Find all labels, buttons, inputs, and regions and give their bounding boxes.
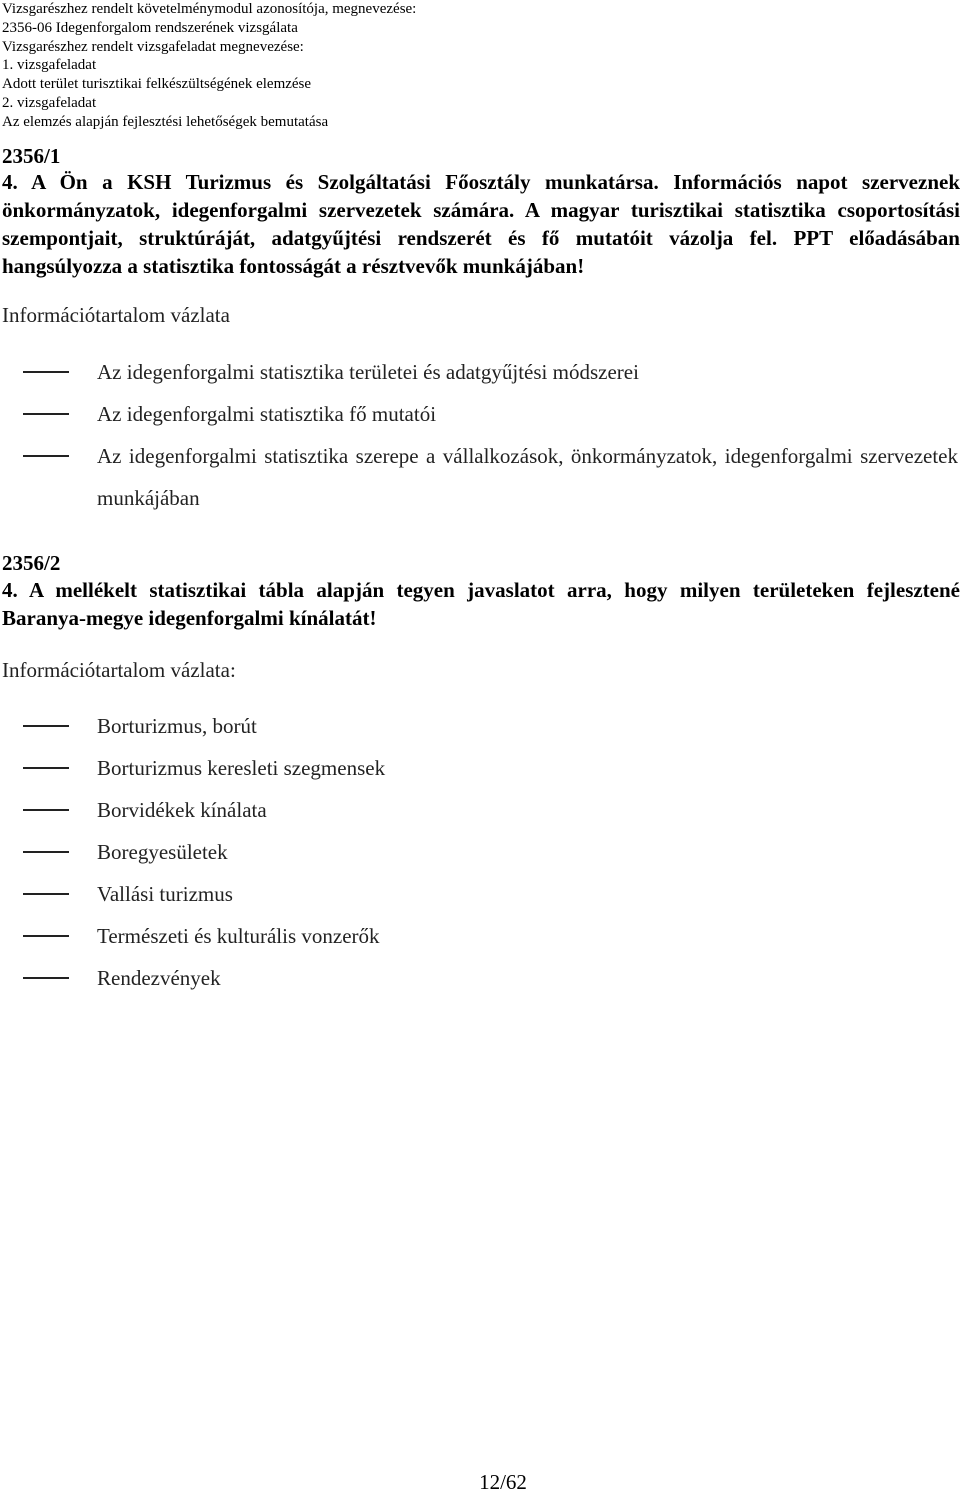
list-item-text: Boregyesületek: [97, 840, 228, 864]
list-item-text: Borvidékek kínálata: [97, 798, 267, 822]
dash-bullet-icon: [23, 935, 69, 937]
list-item: [0, 351, 960, 393]
list-item-text: Az idegenforgalmi statisztika területei és adatgyűjtési módszerei: [97, 360, 639, 384]
dash-bullet-icon: [23, 851, 69, 853]
list-item-text: Természeti és kulturális vonzerők: [97, 924, 380, 948]
header-line: Az elemzés alapján fejlesztési lehetőségek bemutatása: [2, 113, 329, 130]
list-item-text: Az idegenforgalmi statisztika szerepe a vállalkozások, önkormányzatok, idegenforgalmi szervezetek munkájában: [97, 444, 958, 510]
task2-outline-list: [0, 705, 960, 999]
list-item: [0, 915, 960, 957]
list-item: [0, 435, 960, 519]
list-item: [0, 789, 960, 831]
dash-bullet-icon: [23, 371, 69, 373]
task1-outline-list: [0, 351, 960, 519]
dash-bullet-icon: [23, 725, 69, 727]
task1-code: 2356/1: [2, 144, 61, 168]
page-number: 12/62: [479, 1470, 527, 1494]
task2-code: 2356/2: [2, 551, 61, 575]
dash-bullet-icon: [23, 413, 69, 415]
list-item-text: Rendezvények: [97, 966, 221, 990]
task2-text: 4. A mellékelt statisztikai tábla alapján tegyen javaslatot arra, hogy milyen területeken fejlesztené Baranya-megye idegenforgalmi kínálatát!: [2, 578, 960, 630]
task1-text: 4. A Ön a KSH Turizmus és Szolgáltatási Főosztály munkatársa. Információs napot szerveznek önkormányzatok, idegenforgalmi szervezetek számára. A magyar turisztikai statisztika csoportosítási szempontjait, struktúráját, adatgyűjtési rendszerét és fő mutatóit vázolja fel. PPT előadásában hangsúlyozza a statisztika fontosságát a résztvevők munkájában!: [2, 170, 960, 278]
dash-bullet-icon: [23, 767, 69, 769]
document-header: [2, 0, 416, 132]
dash-bullet-icon: [23, 455, 69, 457]
list-item: [0, 393, 960, 435]
dash-bullet-icon: [23, 893, 69, 895]
list-item: [0, 873, 960, 915]
header-line: 1. vizsgafeladat: [2, 57, 97, 74]
header-line: Vizsgarészhez rendelt követelménymodul azonosítója, megnevezése:: [2, 1, 417, 17]
list-item-text: Borturizmus keresleti szegmensek: [97, 756, 386, 780]
list-item: [0, 747, 960, 789]
task1-outline-title: Információtartalom vázlata: [2, 303, 230, 327]
header-line: Vizsgarészhez rendelt vizsgafeladat megnevezése:: [2, 38, 304, 55]
list-item: [0, 705, 960, 747]
list-item: [0, 831, 960, 873]
header-line: 2. vizsgafeladat: [2, 94, 97, 111]
list-item-text: Az idegenforgalmi statisztika fő mutatói: [97, 402, 437, 426]
header-line: Adott terület turisztikai felkészültségének elemzése: [2, 76, 312, 93]
dash-bullet-icon: [23, 809, 69, 811]
list-item: [0, 957, 960, 999]
header-line: 2356-06 Idegenforgalom rendszerének vizsgálata: [2, 19, 298, 36]
task2-outline-title: Információtartalom vázlata:: [2, 658, 236, 682]
dash-bullet-icon: [23, 977, 69, 979]
list-item-text: Borturizmus, borút: [97, 714, 257, 738]
page-footer: [0, 1470, 960, 1495]
list-item-text: Vallási turizmus: [97, 882, 233, 906]
